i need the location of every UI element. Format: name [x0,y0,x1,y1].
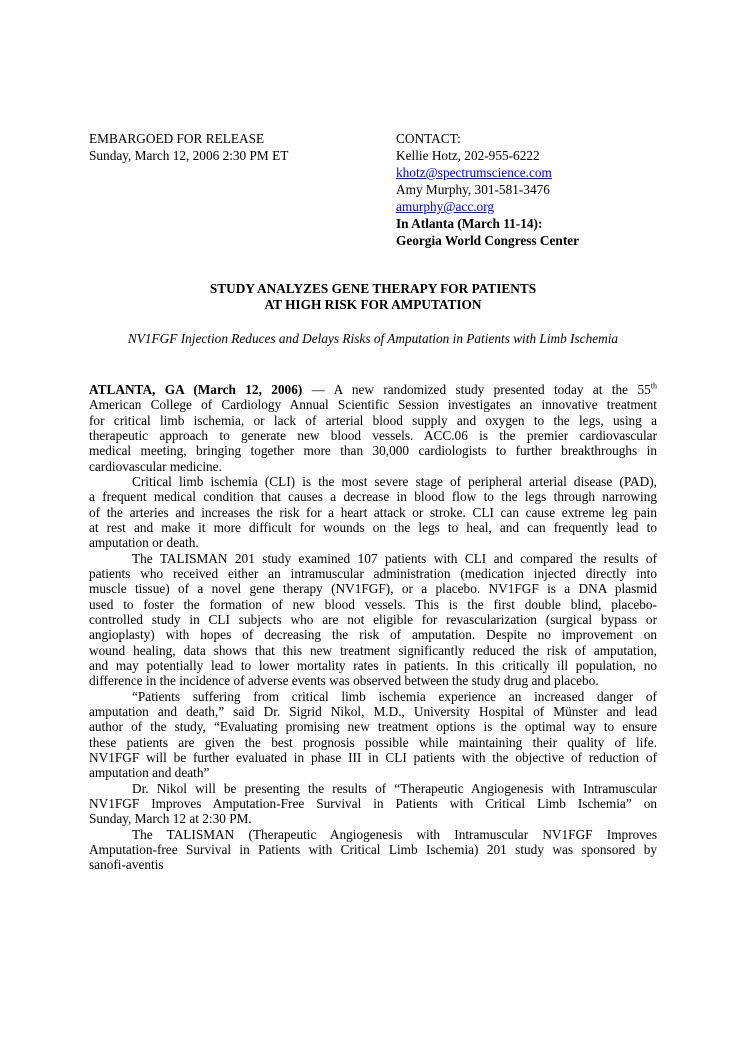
body-line: wound healing, data shows that this new treatment significantly reduced the risk of amputation, [89,642,657,658]
body-line: NV1FGF will be further evaluated in phase III in CLI patients with the objective of reduction of [89,749,657,765]
article-body [89,382,657,873]
body-line: and may potentially lead to lower mortality rates in patients. In this critically ill population, no [89,657,657,673]
body-line: Critical limb ischemia (CLI) is the most severe stage of peripheral arterial disease (PAD), [132,473,657,489]
headline [0,281,746,313]
subheadline: NV1FGF Injection Reduces and Delays Risks of Amputation in Patients with Limb Ischemia [127,331,619,346]
first-line-text: — A new randomized study presented today at the 55 [302,382,651,397]
body-line: American College of Cardiology Annual Scientific Session investigates an innovative treatment [89,397,657,413]
body-line: angioplasty) with hopes of decreasing the risk of amputation. Despite no improvement on [89,627,657,643]
body-line: Dr. Nikol will be presenting the results of “Therapeutic Angiogenesis with Intramuscular [132,780,657,796]
contact-block [396,130,579,249]
body-line: for critical limb ischemia, or lack of arterial blood supply and oxygen to the legs, using a [89,412,657,428]
location-label: In Atlanta (March 11-14): [396,216,543,231]
body-line: Amputation-free Survival in Patients with Critical Limb Ischemia) 201 study was sponsored by [89,841,657,857]
body-line: controlled study in CLI subjects who are not eligible for revascularization (surgical bypass or [89,611,657,627]
body-line: therapeutic approach to generate new blood vessels. ACC.06 is the premier cardiovascular [89,427,657,443]
body-line: a frequent medical condition that causes a decrease in blood flow to the legs through narrowing [89,489,657,505]
body-line: of the arteries and increases the risk for a heart attack or stroke. CLI can cause extreme leg pain [89,504,657,520]
body-line: NV1FGF Improves Amputation-Free Survival in Patients with Critical Limb Ischemia” on [89,795,657,811]
ordinal-suffix: th [650,381,657,391]
headline-line-1: STUDY ANALYZES GENE THERAPY FOR PATIENTS [209,281,537,296]
body-line: The TALISMAN (Therapeutic Angiogenesis with Intramuscular NV1FGF Improves [132,826,657,842]
release-block [89,130,288,164]
contact-label: CONTACT: [396,131,461,146]
contact-person-2: Amy Murphy, 301-581-3476 [396,182,550,197]
body-line: amputation or death. [89,535,199,551]
body-line: “Patients suffering from critical limb ischemia experience an increased danger of [132,688,657,704]
embargo-label: EMBARGOED FOR RELEASE [89,131,265,146]
body-line: these patients are given the best prognosis possible while maintaining their quality of life. [89,734,657,750]
contact-email-2-link[interactable]: amurphy@acc.org [396,199,495,214]
body-line: muscle tissue) of a novel gene therapy (NV1FGF), or a placebo. NV1FGF is a DNA plasmid [89,581,657,597]
body-line: used to foster the formation of new blood vessels. This is the first double blind, placebo- [89,596,657,612]
location: Georgia World Congress Center [396,233,580,248]
body-line: patients who received either an intramuscular administration (medication injected directly into [89,565,657,581]
body-line: author of the study, “Evaluating promising new treatment options is the optimal way to ensure [89,719,657,735]
body-line: The TALISMAN 201 study examined 107 patients with CLI and compared the results of [132,550,657,566]
body-line: medical meeting, bringing together more than 30,000 cardiologists to further breakthroughs in [89,443,657,459]
body-line: sanofi-aventis [89,857,164,873]
dateline: ATLANTA, GA (March 12, 2006) [89,382,303,397]
body-line: cardiovascular medicine. [89,458,222,474]
body-line: difference in the incidence of adverse events was observed between the study drug and placebo. [89,673,599,689]
body-line: Sunday, March 12 at 2:30 PM. [89,811,252,827]
body-line: amputation and death” [89,765,210,781]
headline-line-2: AT HIGH RISK FOR AMPUTATION [264,297,482,312]
body-line: amputation and death,” said Dr. Sigrid Nikol, M.D., University Hospital of Münster and lead [89,703,657,719]
contact-person-1: Kellie Hotz, 202-955-6222 [396,148,540,163]
release-datetime: Sunday, March 12, 2006 2:30 PM ET [89,148,289,163]
contact-email-1-link[interactable]: khotz@spectrumscience.com [396,165,552,180]
body-line [89,382,657,397]
body-line: at rest and make it more difficult for wounds on the legs to heal, and can frequently lead to [89,519,657,535]
